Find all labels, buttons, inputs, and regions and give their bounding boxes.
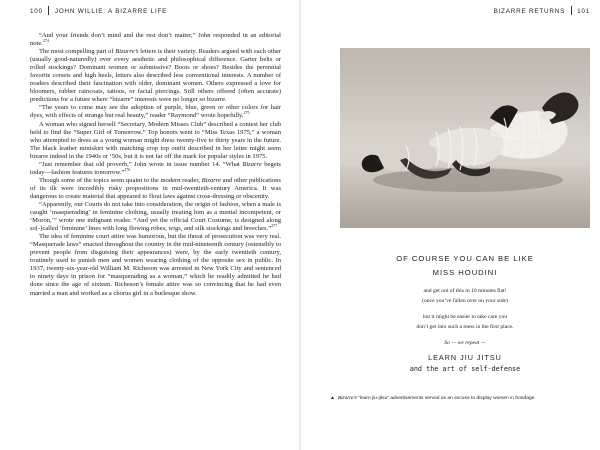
footnote-ref: 277 (271, 223, 278, 229)
chapter-title: BIZARRE RETURNS (493, 8, 566, 15)
paragraph: “Apparently, our Courts do not take into consideration, the origin of fashion, when a male is caught ‘masquerading’ in feminine clothing, usually treating him as a mental incompetent, or ‘Moron,’” wrote one indignant reader. “And yet the official Court Costume, is designed along so[-]called ‘feminine’ lines with long flowing robes, wigs, and silk stockings and breeches.”$^{277}$ (30, 200, 281, 233)
paragraph: “Just remember that old proverb,” John wrote in issue number 14. “What Bizarre begets today—fashion features tomorrow.”$^{276}$ (30, 160, 281, 176)
ad-line: but it might be easier to take care you (422, 314, 508, 320)
ad-line: don’t get into such a mess in the first place. (416, 323, 514, 330)
page-number-right: 101 (577, 8, 590, 15)
paragraph: The most compelling part of Bizarre’s letters is their variety. Readers argued with each other (usually good-naturedly) over every aesthetic and philosophical difference. Garter belts or rolled stockings? Dominant women or submissive? Boots or shoes? Besides the perennial favorite corsets and high heels, letters also described less conventional interests. A number of readers described their fascination with older, dominant women. Others expressed a love for bloomers, rubber raincoats, tattoos, or facial piercings. Still others offered (often accurate) predictions for a future where “bizarre” interests were no longer so bizarre. (30, 48, 281, 104)
ad-headline: OF COURSE YOU CAN BE LIKE MISS HOUDINI (396, 254, 534, 277)
footnote-ref: 276 (124, 166, 131, 172)
right-page (300, 0, 600, 450)
paragraph: The idea of feminine court attire was humorous, but the threat of prosecution was very real. “Masquerade laws” enacted throughout the country in the mid-nineteenth century (ostensibly to prevent people from disguising their appearances) were, by the early twentieth century, routinely used to punish men and women wearing clothing of the opposite sex in public. In 1937, twenty-six-year-old William M. Richeson was arrested in New York City and sentenced to ninety days in prison for “masquerading as a woman,” which he readily admitted he had done since the age of sixteen. Richeson’s female attire was so convincing that he had even married a man and worked as a chorus girl in a burlesque show. (30, 233, 281, 297)
ad-line: (once you’ve fallen over on your side) (422, 297, 508, 304)
jiu-jitsu-advertisement (340, 246, 590, 388)
book-title: JOHN WILLIE: A BIZARRE LIFE (54, 8, 168, 15)
page-number-left: 100 (30, 8, 43, 15)
bondage-photo (340, 48, 590, 228)
body-text (30, 32, 281, 298)
ad-subline: and the art of self-defense (409, 365, 521, 373)
paragraph: “And your friends don’t mind and the rest don’t matter,” John responded in an editorial note.$^{274}$ (30, 32, 281, 48)
figure-caption: ▲ Bizarre’s “learn jiu-jitsu” advertisements served as an excuse to display women in bondage. (330, 395, 536, 401)
header-divider (571, 6, 572, 15)
ad-line: and get out of this in 10 minutes flat! (423, 288, 507, 294)
running-head-right (494, 6, 590, 15)
header-divider (48, 6, 49, 15)
photo-illustration (340, 48, 590, 228)
paragraph: A woman who signed herself “Secretary, Modern Misses Club” described a contest her club held to find the “Super Girl of Tomorrow.” Top honors went to “Miss Texas 1975,” a woman who attempted to dress as a young woman might dress twenty-five to thirty years in the future. The black leather miniskirt with matching crop top outfit described in her letter might seem bizarre indeed in the 1940s or ’50s, but it is not far off the mark for popular styles in 1975. (30, 120, 281, 160)
ad-repeat-line: So — we repeat — (444, 340, 486, 346)
triangle-icon: ▲ (330, 395, 335, 401)
paragraph: “The years to come may see the adoption of purple, blue, green or other colors for hair dyes, with effects of strange but real beauty,” reader “Raymond” wrote hopefully.$^{275}$ (30, 104, 281, 120)
footnote-ref: 274 (42, 38, 49, 44)
paragraph: Though some of the topics seem quaint to the modern reader, Bizarre and other publications of its ilk were incredibly risky propositions in mid-twentieth-century America. It was dangerous to create material that appeared to flout laws against cross-dressing or obscenity. (30, 176, 281, 200)
running-head-left (30, 6, 167, 15)
ad-call-to-action: LEARN JIU JITSU (428, 353, 502, 362)
footnote-ref: 275 (243, 110, 250, 116)
